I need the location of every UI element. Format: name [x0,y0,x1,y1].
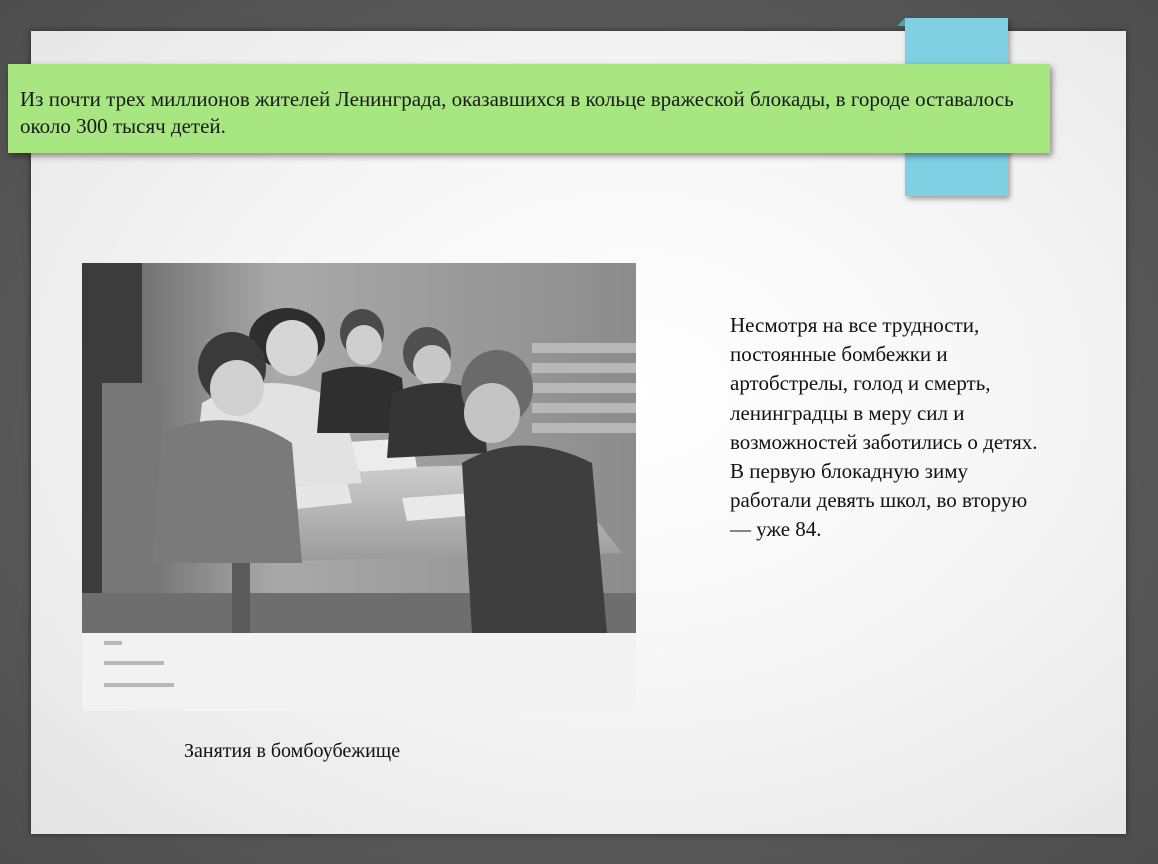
photo-caption: Занятия в бомбоубежище [184,740,401,762]
title-banner [8,64,1050,153]
body-text: Несмотря на все трудности, постоянные бомбежки и артобстрелы, голод и смерть, ленинградцы в меру сил и возможностей заботились о детях. В первую блокадную зиму работали девять школ, во вторую — уже 84. [730,313,1038,542]
historical-photo [82,263,636,711]
photo-image [82,263,636,711]
slide-heading: Из почти трех миллионов жителей Ленинграда, оказавшихся в кольце вражеской блокады, в городе оставалось около 300 тысяч детей. [20,87,1014,138]
